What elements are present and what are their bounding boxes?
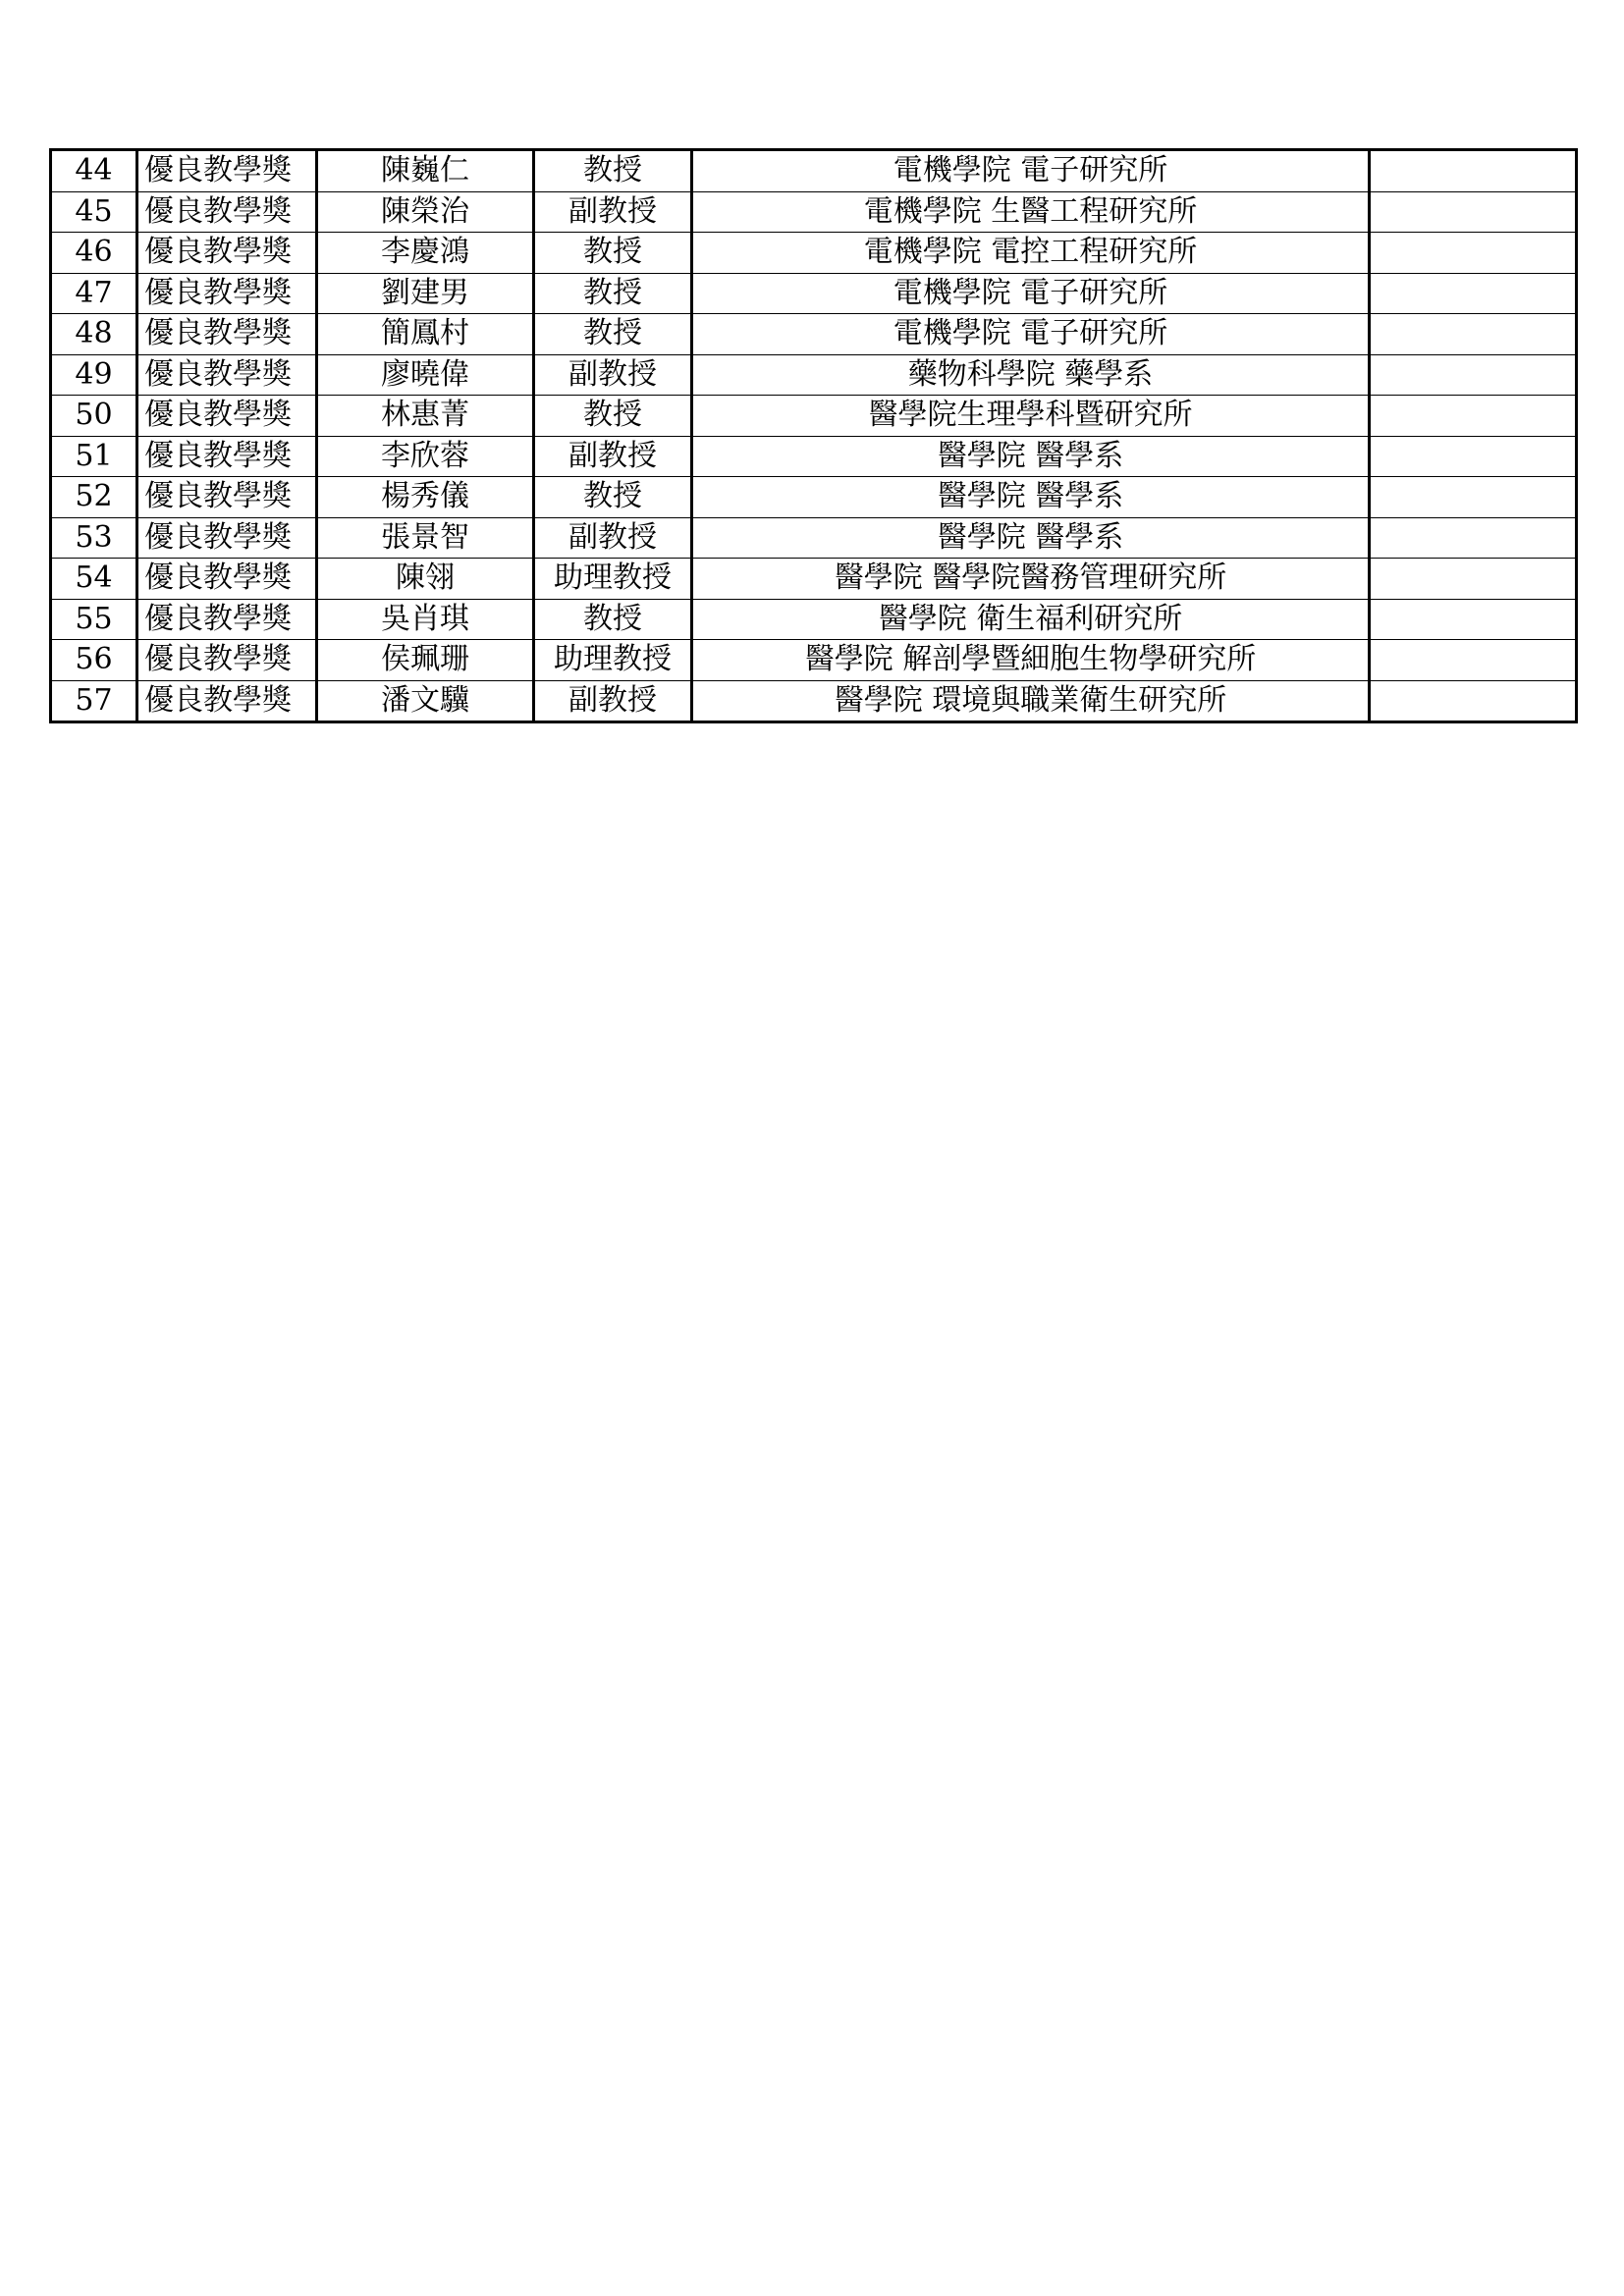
note-cell bbox=[1370, 680, 1577, 722]
department-cell: 電機學院 電子研究所 bbox=[692, 314, 1370, 355]
name-cell: 侯珮珊 bbox=[317, 640, 534, 681]
award-cell: 優良教學獎 bbox=[137, 396, 317, 437]
award-cell: 優良教學獎 bbox=[137, 273, 317, 314]
row-number-cell: 50 bbox=[51, 396, 137, 437]
rank-cell: 副教授 bbox=[534, 680, 692, 722]
rank-cell: 教授 bbox=[534, 477, 692, 518]
rank-cell: 教授 bbox=[534, 599, 692, 640]
award-cell: 優良教學獎 bbox=[137, 599, 317, 640]
name-cell: 陳翎 bbox=[317, 559, 534, 600]
table-row bbox=[51, 559, 1577, 600]
department-cell: 電機學院 電子研究所 bbox=[692, 150, 1370, 192]
note-cell bbox=[1370, 477, 1577, 518]
note-cell bbox=[1370, 314, 1577, 355]
award-cell: 優良教學獎 bbox=[137, 354, 317, 396]
row-number-cell: 48 bbox=[51, 314, 137, 355]
department-cell: 醫學院 醫學系 bbox=[692, 436, 1370, 477]
table-row bbox=[51, 314, 1577, 355]
rank-cell: 教授 bbox=[534, 314, 692, 355]
row-number-cell: 55 bbox=[51, 599, 137, 640]
rank-cell: 副教授 bbox=[534, 191, 692, 233]
table-row bbox=[51, 233, 1577, 274]
rank-cell: 教授 bbox=[534, 396, 692, 437]
name-cell: 吳肖琪 bbox=[317, 599, 534, 640]
department-cell: 電機學院 電控工程研究所 bbox=[692, 233, 1370, 274]
award-cell: 優良教學獎 bbox=[137, 640, 317, 681]
name-cell: 簡鳳村 bbox=[317, 314, 534, 355]
table-row bbox=[51, 640, 1577, 681]
name-cell: 楊秀儀 bbox=[317, 477, 534, 518]
row-number-cell: 57 bbox=[51, 680, 137, 722]
note-cell bbox=[1370, 640, 1577, 681]
name-cell: 潘文驥 bbox=[317, 680, 534, 722]
rank-cell: 教授 bbox=[534, 273, 692, 314]
award-cell: 優良教學獎 bbox=[137, 191, 317, 233]
department-cell: 醫學院 醫學系 bbox=[692, 517, 1370, 559]
award-cell: 優良教學獎 bbox=[137, 150, 317, 192]
award-cell: 優良教學獎 bbox=[137, 517, 317, 559]
rank-cell: 助理教授 bbox=[534, 640, 692, 681]
award-cell: 優良教學獎 bbox=[137, 477, 317, 518]
department-cell: 醫學院 醫學系 bbox=[692, 477, 1370, 518]
row-number-cell: 54 bbox=[51, 559, 137, 600]
award-cell: 優良教學獎 bbox=[137, 314, 317, 355]
table-row bbox=[51, 436, 1577, 477]
rank-cell: 副教授 bbox=[534, 354, 692, 396]
note-cell bbox=[1370, 436, 1577, 477]
row-number-cell: 51 bbox=[51, 436, 137, 477]
note-cell bbox=[1370, 233, 1577, 274]
table-row bbox=[51, 150, 1577, 192]
name-cell: 廖曉偉 bbox=[317, 354, 534, 396]
name-cell: 陳巍仁 bbox=[317, 150, 534, 192]
row-number-cell: 49 bbox=[51, 354, 137, 396]
department-cell: 醫學院 醫學院醫務管理研究所 bbox=[692, 559, 1370, 600]
rank-cell: 副教授 bbox=[534, 436, 692, 477]
rank-cell: 助理教授 bbox=[534, 559, 692, 600]
department-cell: 藥物科學院 藥學系 bbox=[692, 354, 1370, 396]
name-cell: 林惠菁 bbox=[317, 396, 534, 437]
rank-cell: 副教授 bbox=[534, 517, 692, 559]
award-cell: 優良教學獎 bbox=[137, 233, 317, 274]
table-row bbox=[51, 273, 1577, 314]
department-cell: 電機學院 電子研究所 bbox=[692, 273, 1370, 314]
row-number-cell: 45 bbox=[51, 191, 137, 233]
table-row bbox=[51, 477, 1577, 518]
row-number-cell: 47 bbox=[51, 273, 137, 314]
note-cell bbox=[1370, 150, 1577, 192]
department-cell: 醫學院 衛生福利研究所 bbox=[692, 599, 1370, 640]
table-row bbox=[51, 354, 1577, 396]
name-cell: 李慶鴻 bbox=[317, 233, 534, 274]
name-cell: 陳榮治 bbox=[317, 191, 534, 233]
award-table bbox=[49, 148, 1578, 723]
row-number-cell: 44 bbox=[51, 150, 137, 192]
table-row bbox=[51, 191, 1577, 233]
row-number-cell: 56 bbox=[51, 640, 137, 681]
name-cell: 劉建男 bbox=[317, 273, 534, 314]
name-cell: 李欣蓉 bbox=[317, 436, 534, 477]
department-cell: 醫學院 解剖學暨細胞生物學研究所 bbox=[692, 640, 1370, 681]
award-cell: 優良教學獎 bbox=[137, 436, 317, 477]
note-cell bbox=[1370, 517, 1577, 559]
row-number-cell: 46 bbox=[51, 233, 137, 274]
note-cell bbox=[1370, 396, 1577, 437]
department-cell: 電機學院 生醫工程研究所 bbox=[692, 191, 1370, 233]
rank-cell: 教授 bbox=[534, 233, 692, 274]
note-cell bbox=[1370, 191, 1577, 233]
award-cell: 優良教學獎 bbox=[137, 559, 317, 600]
note-cell bbox=[1370, 599, 1577, 640]
row-number-cell: 53 bbox=[51, 517, 137, 559]
table-row bbox=[51, 517, 1577, 559]
award-table-body bbox=[51, 150, 1577, 722]
department-cell: 醫學院 環境與職業衛生研究所 bbox=[692, 680, 1370, 722]
row-number-cell: 52 bbox=[51, 477, 137, 518]
award-cell: 優良教學獎 bbox=[137, 680, 317, 722]
rank-cell: 教授 bbox=[534, 150, 692, 192]
note-cell bbox=[1370, 273, 1577, 314]
department-cell: 醫學院生理學科暨研究所 bbox=[692, 396, 1370, 437]
note-cell bbox=[1370, 559, 1577, 600]
name-cell: 張景智 bbox=[317, 517, 534, 559]
note-cell bbox=[1370, 354, 1577, 396]
table-row bbox=[51, 680, 1577, 722]
table-row bbox=[51, 396, 1577, 437]
table-row bbox=[51, 599, 1577, 640]
